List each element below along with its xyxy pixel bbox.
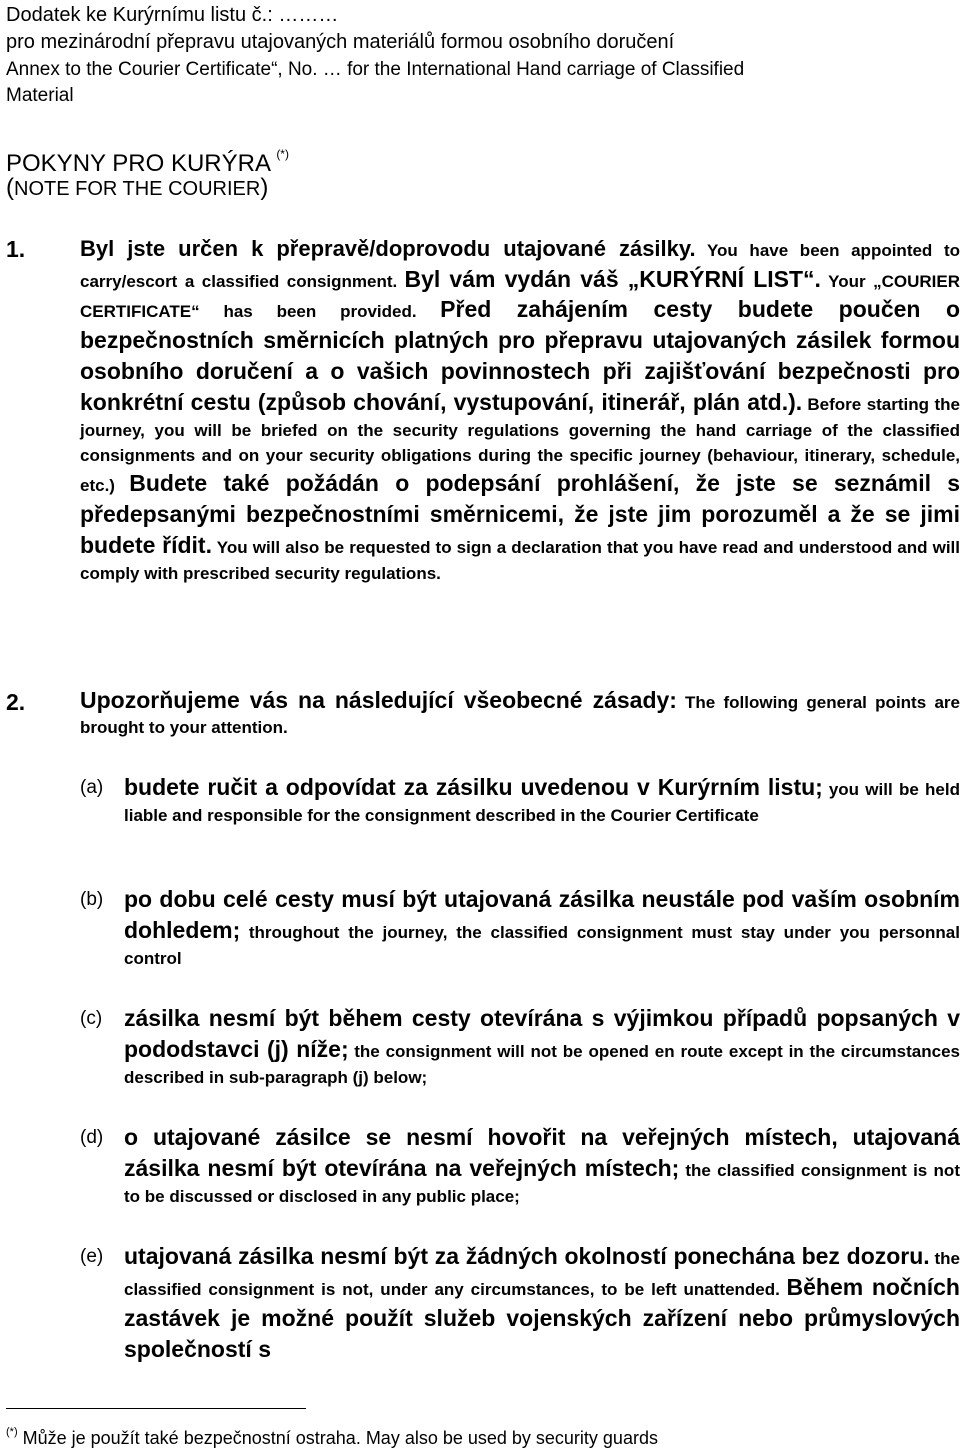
- annex-subtitle-en-cont: Material: [6, 85, 74, 106]
- s1-cz1: Byl jste určen k přepravě/doprovodu utajované zásilky.: [80, 236, 696, 261]
- s1-cz2: Byl vám vydán váš „KURÝRNÍ LIST“.: [404, 266, 821, 292]
- item-c-en: the consignment will not be opened en route except in the circumstances described in sub-paragraph (j) below;: [124, 1042, 960, 1087]
- footnote-ref: (*): [276, 147, 289, 161]
- heading-en-close: ): [260, 174, 269, 201]
- s1-en3: Before starting the journey, you will be briefed on the security regulations governing the hand carriage of the classified consignments and on your security obligations during the specific journey (behaviour, itinerary, schedule, etc.): [80, 395, 960, 495]
- section-1-body: [80, 234, 960, 586]
- item-c: [124, 1003, 960, 1090]
- item-d-cz: o utajované zásilce se nesmí hovořit na veřejných místech, utajovaná zásilka nesmí být otevírána na veřejných místech;: [124, 1124, 960, 1181]
- footnote-text: Může je použít také bezpečnostní ostraha. May also be used by security guards: [17, 1428, 658, 1448]
- item-e-en: the classified consignment is not, under any circumstances, to be left unattended.: [124, 1249, 960, 1299]
- s1-en4: You will also be requested to sign a declaration that you have read and understood and will comply with prescribed security regulations.: [80, 538, 960, 583]
- heading-en-text: NOTE FOR THE COURIER: [14, 178, 261, 200]
- section-2-intro: [80, 685, 960, 740]
- s1-en1: You have been appointed to carry/escort a classified consignment.: [80, 241, 960, 291]
- section-heading-cz: [6, 139, 289, 179]
- item-b-cz: po dobu celé cesty musí být utajovaná zásilka neustále pod vaším osobním dohledem;: [124, 886, 960, 943]
- item-b-label: (b): [80, 889, 104, 910]
- heading-en-open: (: [6, 174, 14, 201]
- annex-subtitle-en: Annex to the Courier Certificate“, No. … for the International Hand carriage of Classified: [6, 59, 745, 80]
- s1-cz3: Před zahájením cesty budete poučen o bezpečnostních směrnicích platných pro přepravu utajovaných zásilek formou osobního doručení a o vašich povinnostech při zajišťování bezpečnosti pro konkrétní cestu (způsob chování, vystupování, itinerář, plán atd.).: [80, 296, 960, 415]
- footnote: [6, 1420, 658, 1450]
- item-d: [124, 1122, 960, 1209]
- item-b-en: throughout the journey, the classified consignment must stay under you personnal control: [124, 923, 960, 968]
- annex-title-line: Dodatek ke Kurýrnímu listu č.: ………: [6, 4, 339, 26]
- item-c-label: (c): [80, 1008, 103, 1029]
- item-a-cz: budete ručit a odpovídat za zásilku uvedenou v Kurýrním listu;: [124, 774, 823, 800]
- item-e-label: (e): [80, 1246, 104, 1267]
- item-e-cz2: Během nočních zastávek je možné použít služeb vojenských zařízení nebo průmyslových společností s: [124, 1274, 960, 1362]
- section-1-number: 1.: [6, 236, 26, 262]
- item-a: [124, 772, 960, 828]
- item-a-label: (a): [80, 777, 104, 798]
- heading-cz-text: POKYNY PRO KURÝRA: [6, 150, 270, 177]
- item-d-en: the classified consignment is not to be discussed or disclosed in any public place;: [124, 1161, 960, 1206]
- s1-en2: Your „COURIER CERTIFICATE“ has been provided.: [80, 272, 960, 321]
- item-e: [124, 1241, 960, 1365]
- s2-en: The following general points are brought to your attention.: [80, 693, 960, 737]
- item-d-label: (d): [80, 1127, 104, 1148]
- s2-cz: Upozorňujeme vás na následující všeobecné zásady:: [80, 687, 677, 713]
- footnote-divider: [6, 1408, 306, 1409]
- item-b: [124, 884, 960, 971]
- s1-cz4: Budete také požádán o podepsání prohlášení, že jste se seznámil s předepsanými bezpečnostními směrnicemi, že jste jim porozuměl a že se jimi budete řídit.: [80, 470, 960, 558]
- section-heading-en: [6, 174, 268, 203]
- item-a-en: you will be held liable and responsible for the consignment described in the Courier Certificate: [124, 780, 960, 825]
- annex-subtitle-cz: pro mezinárodní přepravu utajovaných materiálů formou osobního doručení: [6, 31, 675, 53]
- footnote-marker: (*): [6, 1426, 18, 1438]
- item-e-cz: utajovaná zásilka nesmí být za žádných okolností ponechána bez dozoru.: [124, 1243, 930, 1269]
- item-c-cz: zásilka nesmí být během cesty otevírána s výjimkou případů popsaných v pododstavci (j) níže;: [124, 1005, 960, 1062]
- section-2-number: 2.: [6, 689, 26, 715]
